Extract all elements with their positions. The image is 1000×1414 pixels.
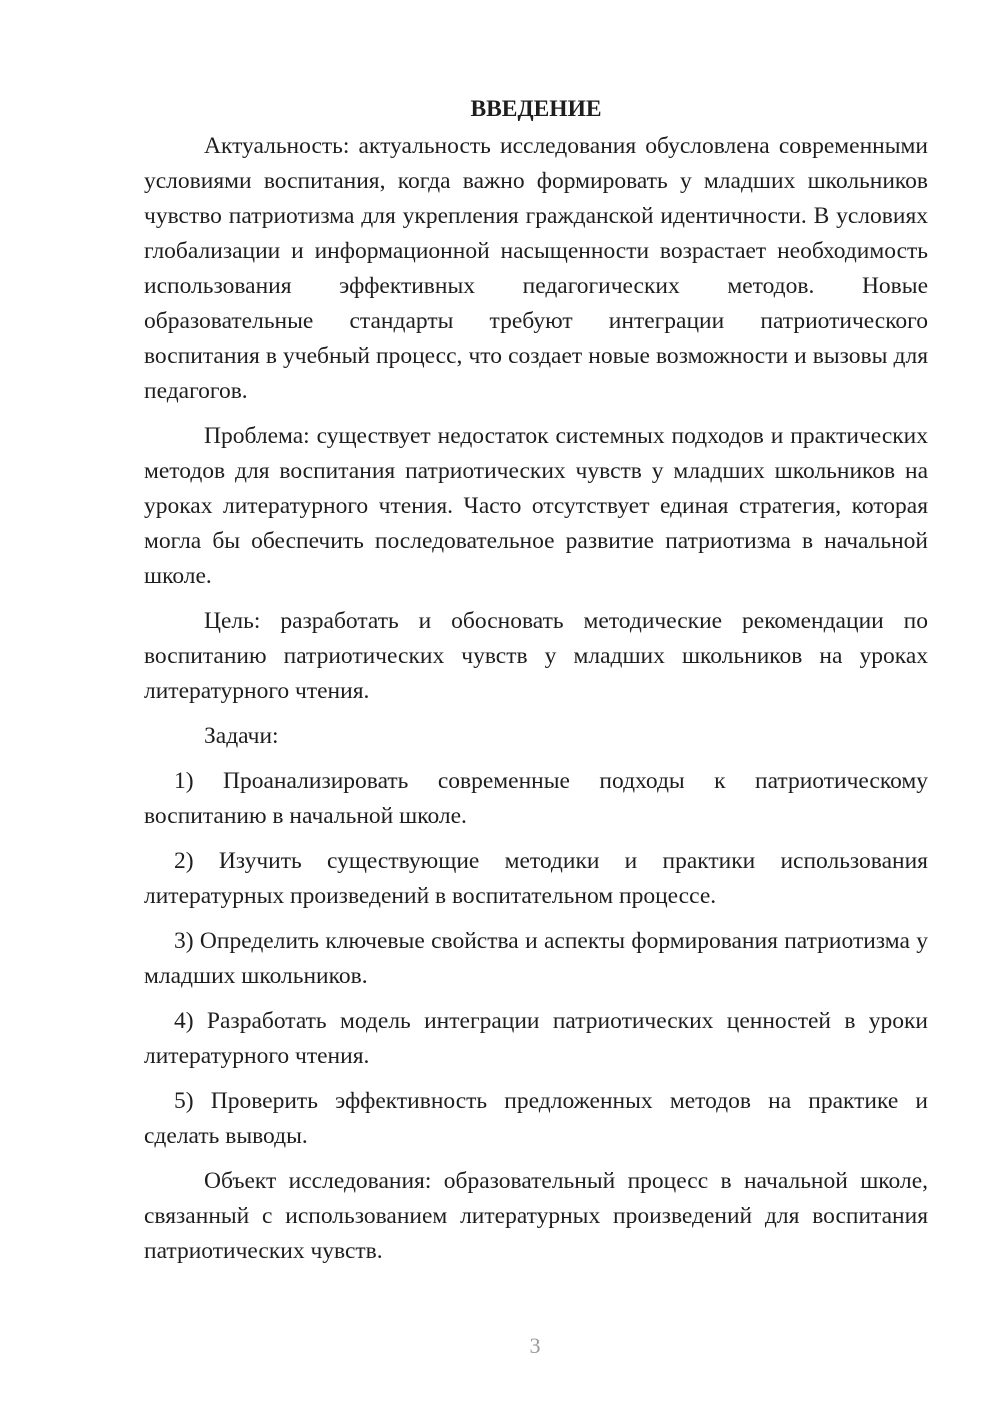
task-item-2: 2) Изучить существующие методики и практики использования литературных произведений в воспитательном процессе.: [144, 848, 928, 909]
document-page: [144, 92, 928, 1279]
page-number: 3: [529, 1333, 541, 1358]
task-item-5: 5) Проверить эффективность предложенных методов на практике и сделать выводы.: [144, 1088, 928, 1149]
task-item-4: 4) Разработать модель интеграции патриотических ценностей в уроки литературного чтения.: [144, 1008, 928, 1069]
paragraph-problem: Проблема: существует недостаток системных подходов и практических методов для воспитания патриотических чувств у младших школьников на уроках литературного чтения. Часто отсутствует единая стратегия, которая могла бы обеспечить последовательное развитие патриотизма в начальной школе.: [144, 423, 928, 589]
task-item-3: 3) Определить ключевые свойства и аспекты формирования патриотизма у младших школьников.: [144, 928, 928, 989]
tasks-label: Задачи:: [204, 723, 279, 749]
section-heading: ВВЕДЕНИЕ: [470, 96, 602, 122]
paragraph-goal: Цель: разработать и обосновать методические рекомендации по воспитанию патриотических чувств у младших школьников на уроках литературного чтения.: [144, 608, 928, 704]
paragraph-relevance: Актуальность: актуальность исследования обусловлена современными условиями воспитания, когда важно формировать у младших школьников чувство патриотизма для укрепления гражданской идентичности. В условиях глобализации и информационной насыщенности возрастает необходимость использования эффективных педагогических методов. Новые образовательные стандарты требуют интеграции патриотического воспитания в учебный процесс, что создает новые возможности и вызовы для педагогов.: [144, 133, 928, 404]
paragraph-object: Объект исследования: образовательный процесс в начальной школе, связанный с использованием литературных произведений для воспитания патриотических чувств.: [144, 1168, 928, 1264]
task-item-1: 1) Проанализировать современные подходы к патриотическому воспитанию в начальной школе.: [144, 768, 928, 829]
